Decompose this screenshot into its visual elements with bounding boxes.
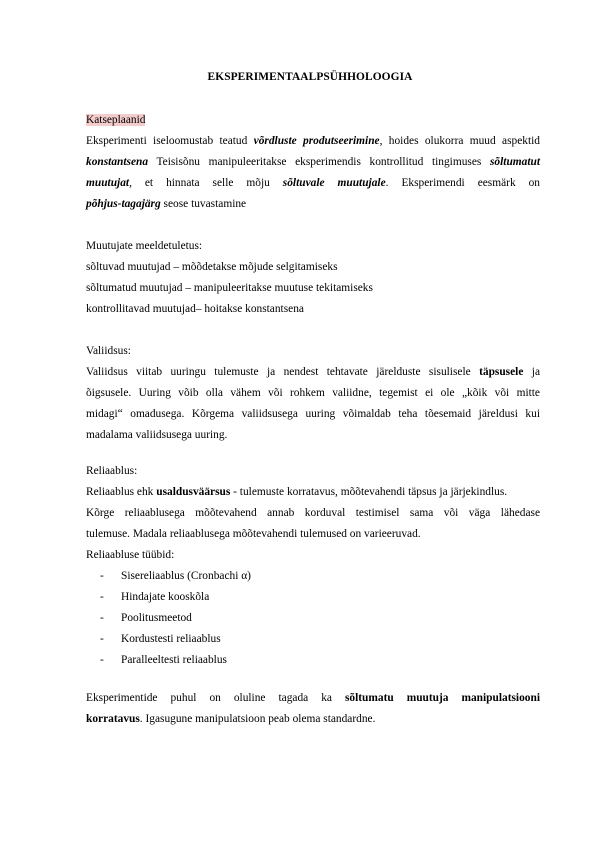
paragraph-line: konstantsena Teisisõnu manipuleeritakse eksperimendis kontrollitud tingimuses sõltumatut (86, 156, 540, 168)
page-title: EKSPERIMENTAALPSÜHHOLOOGIA (207, 71, 413, 83)
section-heading-valiidsus: Valiidsus: (86, 345, 131, 357)
paragraph-line: Kõrge reliaablusega mõõtevahend annab korduval testimisel sama või väga lähedase (86, 507, 540, 519)
paragraph-line: Valiidsus viitab uuringu tulemuste ja nendest tehtavate järelduste sisulisele täpsusele ja (86, 366, 540, 378)
section-heading-katseplaanid: Katseplaanid (86, 114, 146, 126)
list-item: - Hindajate kooskõla (100, 591, 210, 603)
paragraph-line: tulemuse. Madala reliaablusega mõõtevahendi tulemused on varieeruvad. (86, 528, 421, 540)
list-item: sõltumatud muutujad – manipuleeritakse muutuse tekitamiseks (86, 282, 373, 294)
paragraph-line: põhjus-tagajärg seose tuvastamine (86, 198, 247, 210)
paragraph-line: õigsusele. Uuring võib olla vähem või rohkem valiidne, tegemist ei ole „kõik või mitte (86, 387, 540, 399)
list-item: - Kordustesti reliaablus (100, 633, 221, 645)
paragraph-line: muutujat, et hinnata selle mõju sõltuvale muutujale. Eksperimendi eesmärk on (86, 177, 540, 189)
section-katseplaanid (86, 110, 540, 215)
section-valiidsus (86, 341, 540, 446)
paragraph-line: Eksperimenti iseloomustab teatud võrdluste produtseerimine, hoides olukorra muud aspektid (86, 135, 540, 147)
section-closing (86, 688, 540, 730)
paragraph-line: midagi“ omadusega. Kõrgema valiidsusega uuring võimaldab teha tõesemaid järeldusi kui (86, 408, 540, 420)
reliability-types-list (100, 566, 251, 671)
section-heading-muutujad: Muutujate meeldetuletus: (86, 240, 203, 252)
paragraph-line: Reliaablus ehk usaldusväärsus - tulemuste korratavus, mõõtevahendi täpsus ja järjekindlus. (86, 486, 508, 498)
list-item: - Poolitusmeetod (100, 612, 192, 624)
paragraph-line: Eksperimentide puhul on oluline tagada ka sõltumatu muutuja manipulatsiooni (86, 692, 540, 704)
list-item: kontrollitavad muutujad– hoitakse konstantsena (86, 303, 304, 315)
list-item: sõltuvad muutujad – mõõdetakse mõjude selgitamiseks (86, 261, 338, 273)
section-heading-reliaablus: Reliaablus: (86, 465, 138, 477)
paragraph-line: madalama valiidsusega uuring. (86, 429, 228, 441)
section-muutujad (86, 236, 540, 320)
paragraph-line: korratavus. Igasugune manipulatsioon peab olema standardne. (86, 713, 376, 725)
list-item: - Sisereliaablus (Cronbachi α) (100, 570, 251, 582)
list-item: - Paralleeltesti reliaablus (100, 654, 227, 666)
types-heading: Reliaabluse tüübid: (86, 549, 175, 561)
section-reliaablus (86, 461, 540, 566)
